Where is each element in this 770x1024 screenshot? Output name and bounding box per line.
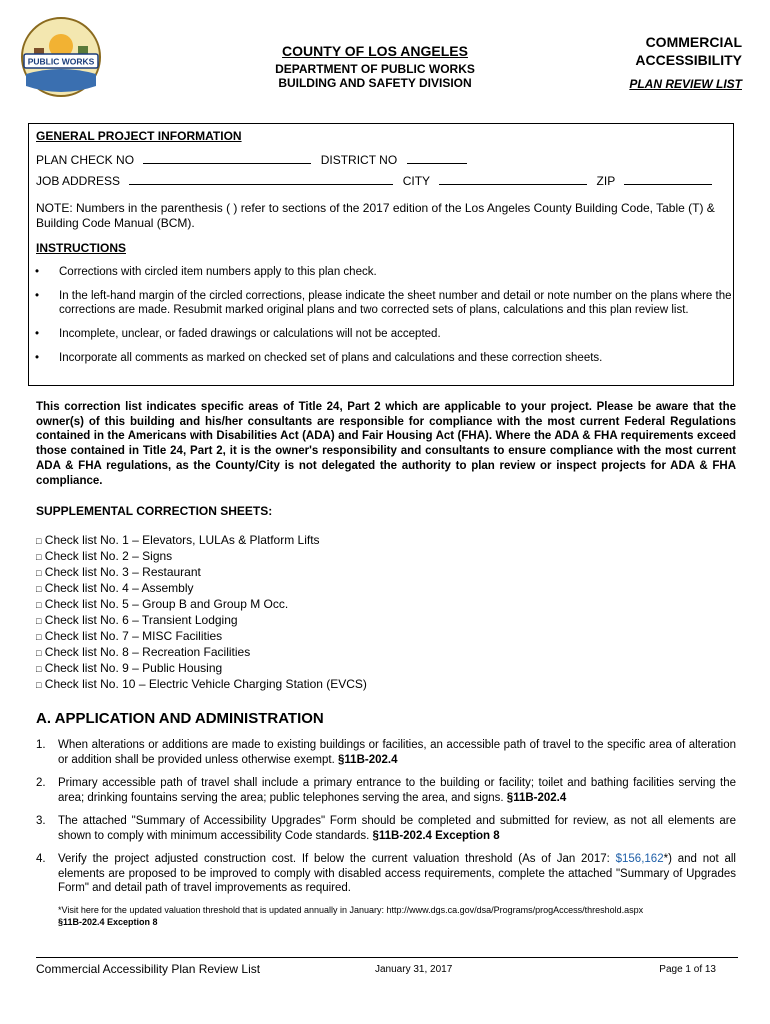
section-a-items	[36, 738, 736, 905]
division-name: BUILDING AND SAFETY DIVISION	[278, 76, 472, 90]
job-address-field[interactable]	[129, 173, 393, 185]
instructions-heading: INSTRUCTIONS	[36, 241, 126, 255]
checkbox-icon[interactable]: □	[36, 616, 42, 626]
checklist-item[interactable]: □ Check list No. 3 – Restaurant	[36, 565, 201, 579]
doc-type-line1: COMMERCIAL	[645, 34, 742, 50]
doc-subtitle: PLAN REVIEW LIST	[629, 77, 742, 91]
job-address-label: JOB ADDRESS	[36, 174, 121, 188]
list-item: • Corrections with circled item numbers apply to this plan check.	[35, 266, 377, 278]
checkbox-icon[interactable]: □	[36, 536, 42, 546]
section-a-heading: A. APPLICATION AND ADMINISTRATION	[36, 710, 324, 727]
list-item: 4. Verify the project adjusted construction cost. If below the current valuation threshold (As of Jan 2017: $156,162*) and not all elements are proposed to be improved to comply with disabled access requirements, complete the attached "Summary of Upgrades Form" and detail path of travel improvements as required.	[36, 853, 736, 894]
list-item: • Incorporate all comments as marked on checked set of plans and calculations and these correction sheets.	[35, 352, 603, 364]
checkbox-icon[interactable]: □	[36, 680, 42, 690]
instructions-list	[31, 265, 733, 375]
plan-check-field[interactable]	[143, 152, 311, 164]
checklist-item[interactable]: □ Check list No. 4 – Assembly	[36, 581, 194, 595]
checkbox-icon[interactable]: □	[36, 584, 42, 594]
supplemental-checklist	[36, 533, 367, 693]
page-title: COUNTY OF LOS ANGELES	[282, 43, 468, 59]
checklist-item[interactable]: □ Check list No. 1 – Elevators, LULAs & Platform Lifts	[36, 533, 320, 547]
list-item: • In the left-hand margin of the circled corrections, please indicate the sheet number and detail or note number on the plans where the corrections are made. Resubmit marked original plans and two corrected sets of plans, calculations and this plan review list.	[35, 290, 732, 316]
checklist-item[interactable]: □ Check list No. 2 – Signs	[36, 549, 173, 563]
general-info-box	[28, 123, 734, 386]
footer-doc-title: Commercial Accessibility Plan Review List	[36, 962, 261, 976]
checklist-item[interactable]: □ Check list No. 8 – Recreation Facilities	[36, 645, 251, 659]
zip-label: ZIP	[596, 174, 615, 188]
checklist-item[interactable]: □ Check list No. 6 – Transient Lodging	[36, 613, 238, 627]
footer-date: January 31, 2017	[375, 964, 453, 975]
city-label: CITY	[402, 174, 430, 188]
checklist-item[interactable]: □ Check list No. 5 – Group B and Group M Occ.	[36, 597, 289, 611]
list-item: 2. Primary accessible path of travel shall include a primary entrance to the building or facility; toilet and bathing facilities serving the area; drinking fountains serving the area; public telephones serving the area, and signs. §11B-202.4	[36, 777, 736, 804]
checkbox-icon[interactable]: □	[36, 648, 42, 658]
doc-type-line2: ACCESSIBILITY	[635, 52, 742, 68]
department-name: DEPARTMENT OF PUBLIC WORKS	[275, 62, 475, 76]
checkbox-icon[interactable]: □	[36, 552, 42, 562]
zip-field[interactable]	[624, 173, 712, 185]
checkbox-icon[interactable]: □	[36, 664, 42, 674]
supplemental-heading: SUPPLEMENTAL CORRECTION SHEETS:	[36, 504, 273, 518]
footer-divider	[36, 957, 738, 958]
threshold-note: *Visit here for the updated valuation threshold that is updated annually in January: http://www.dgs.ca.gov/dsa/Programs/progAccess/threshold.aspx §11B-202.4 Exception 8	[58, 905, 644, 927]
footer-page-number: Page 1 of 13	[659, 964, 716, 975]
logo-text: PUBLIC WORKS	[27, 56, 95, 67]
code-note: NOTE: Numbers in the parenthesis ( ) refer to sections of the 2017 edition of the Los Angeles County Building Code, Table (T) & Building Code Manual (BCM).	[36, 201, 715, 230]
valuation-threshold: $156,162	[615, 853, 664, 865]
district-label: DISTRICT NO	[320, 153, 398, 167]
checklist-item[interactable]: □ Check list No. 9 – Public Housing	[36, 661, 223, 675]
list-item: • Incomplete, unclear, or faded drawings or calculations will not be accepted.	[35, 328, 441, 340]
city-field[interactable]	[439, 173, 587, 185]
checkbox-icon[interactable]: □	[36, 632, 42, 642]
list-item: 1. When alterations or additions are made to existing buildings or facilities, an accessible path of travel to the specific area of alteration or addition shall be provided unless otherwise exempt. §11B-202.4	[36, 739, 736, 766]
list-item: 3. The attached "Summary of Accessibility Upgrades" Form should be completed and submitted for review, as not all elements are shown to comply with minimum accessibility Code standards. §11B-202.4 Exception 8	[36, 815, 736, 842]
checklist-item[interactable]: □ Check list No. 10 – Electric Vehicle Charging Station (EVCS)	[36, 677, 367, 691]
checklist-item[interactable]: □ Check list No. 7 – MISC Facilities	[36, 629, 223, 643]
district-field[interactable]	[407, 152, 467, 164]
plan-check-label: PLAN CHECK NO	[36, 153, 135, 167]
checkbox-icon[interactable]: □	[36, 600, 42, 610]
compliance-paragraph: This correction list indicates specific areas of Title 24, Part 2 which are applicable to your project. Please be aware that the owner(s) of this building and his/her consultants are responsible for compliance with the most current Federal Regulations contained in the Americans with Disabilities Act (ADA) and Fair Housing Act (FHA). Where the ADA & FHA requirements exceed those contained in Title 24, Part 2, it is the owner's responsibility and consultants to ensure compliance with the most current ADA & FHA regulations, as the County/City is not delegated the authority to plan review or inspect projects for ADA & FHA compliance.	[36, 401, 736, 487]
general-info-heading: GENERAL PROJECT INFORMATION	[36, 129, 242, 143]
checkbox-icon[interactable]: □	[36, 568, 42, 578]
public-works-logo	[20, 16, 102, 98]
